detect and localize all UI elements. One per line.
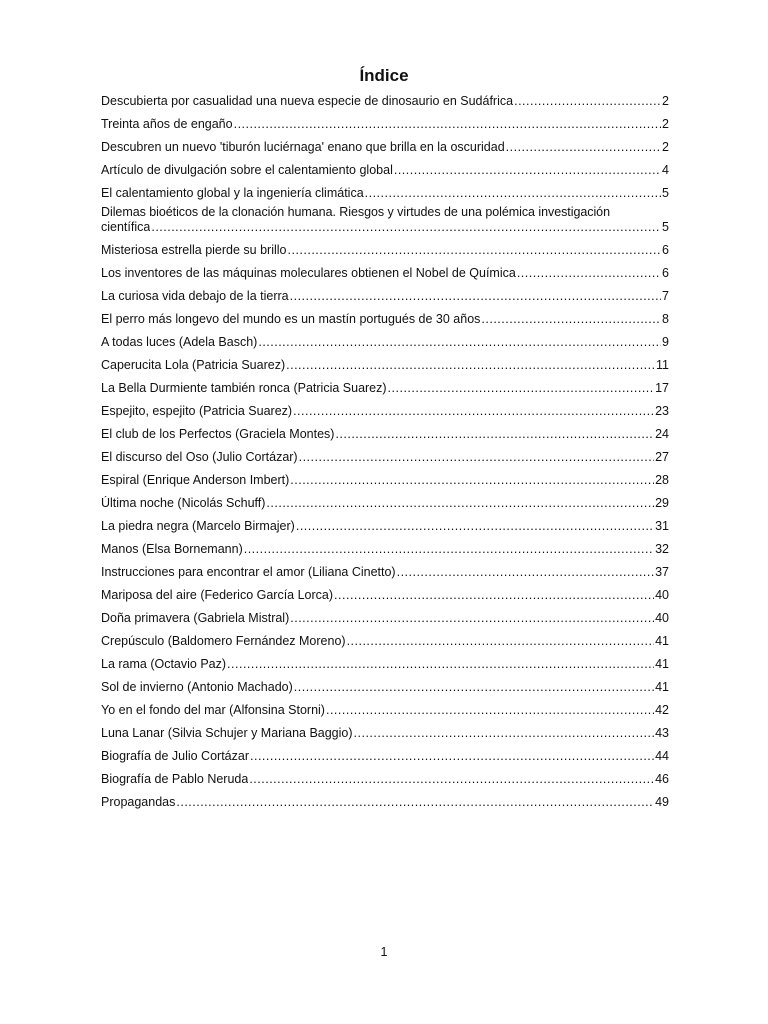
- toc-entry-title: Artículo de divulgación sobre el calentamiento global: [101, 163, 393, 177]
- toc-entry-page: 2: [662, 117, 669, 131]
- toc-entry-page: 27: [655, 450, 669, 464]
- dot-leader: [296, 519, 654, 534]
- dot-leader: [514, 94, 661, 109]
- dot-leader: [234, 117, 661, 132]
- toc-entry-title: Mariposa del aire (Federico García Lorca): [101, 588, 334, 602]
- dot-leader: [290, 289, 661, 304]
- toc-entry-page: 40: [655, 588, 669, 602]
- toc-entry[interactable]: [101, 789, 669, 812]
- dot-leader: [266, 496, 654, 511]
- dot-leader: [517, 266, 661, 281]
- toc-entry-title: El club de los Perfectos (Graciela Montes): [101, 427, 335, 441]
- toc-entry[interactable]: [101, 421, 669, 444]
- toc-entry-title: Manos (Elsa Bornemann): [101, 542, 243, 556]
- toc-entry-page: 40: [655, 611, 669, 625]
- dot-leader: [347, 634, 655, 649]
- toc-entry[interactable]: [101, 490, 669, 513]
- toc-entry-title-continued: [101, 220, 669, 235]
- dot-leader: [249, 772, 654, 787]
- toc-entry-title: Crepúsculo (Baldomero Fernández Moreno): [101, 634, 346, 648]
- toc-entry[interactable]: [101, 157, 669, 180]
- dot-leader: [394, 163, 661, 178]
- dot-leader: [354, 726, 655, 741]
- toc-entry-title: El perro más longevo del mundo es un mastín portugués de 30 años: [101, 312, 481, 326]
- toc-entry[interactable]: [101, 88, 669, 111]
- toc-entry[interactable]: [101, 398, 669, 421]
- toc-entry-page: 41: [655, 657, 669, 671]
- toc-entry-title: Descubierta por casualidad una nueva especie de dinosaurio en Sudáfrica: [101, 94, 514, 108]
- toc-entry-title: Luna Lanar (Silvia Schujer y Mariana Baggio): [101, 726, 353, 740]
- toc-entry-page: 23: [655, 404, 669, 418]
- toc-entry[interactable]: [101, 203, 669, 237]
- toc-entry-page: 5: [662, 186, 669, 200]
- toc-entry-title: Doña primavera (Gabriela Mistral): [101, 611, 290, 625]
- toc-entry[interactable]: [101, 180, 669, 203]
- toc-entry-title: Dilemas bioéticos de la clonación humana. Riesgos y virtudes de una polémica investigación: [101, 205, 610, 219]
- toc-entry-page: 37: [655, 565, 669, 579]
- toc-entry[interactable]: [101, 720, 669, 743]
- toc-entry-title: La curiosa vida debajo de la tierra: [101, 289, 289, 303]
- toc-entry-page: 31: [655, 519, 669, 533]
- toc-entry-page: 41: [655, 634, 669, 648]
- toc-entry-page: 2: [662, 140, 669, 154]
- dot-leader: [250, 749, 654, 764]
- toc-entry-title: El calentamiento global y la ingeniería climática: [101, 186, 364, 200]
- toc-entry[interactable]: [101, 697, 669, 720]
- toc-entry[interactable]: [101, 260, 669, 283]
- toc-entry-title: Sol de invierno (Antonio Machado): [101, 680, 293, 694]
- dot-leader: [176, 795, 654, 810]
- toc-entry-page: 4: [662, 163, 669, 177]
- toc-entry[interactable]: [101, 283, 669, 306]
- dot-leader: [481, 312, 661, 327]
- toc-entry-title: Misteriosa estrella pierde su brillo: [101, 243, 287, 257]
- toc-entry-page: 28: [655, 473, 669, 487]
- toc-entry-page: 29: [655, 496, 669, 510]
- toc-entry[interactable]: [101, 513, 669, 536]
- toc-entry-title: Biografía de Pablo Neruda: [101, 772, 249, 786]
- toc-entry-title: La rama (Octavio Paz): [101, 657, 227, 671]
- dot-leader: [294, 680, 654, 695]
- toc-entry-page: 41: [655, 680, 669, 694]
- toc-entry[interactable]: [101, 329, 669, 352]
- toc-entry[interactable]: [101, 111, 669, 134]
- toc-entry-title: Propagandas: [101, 795, 176, 809]
- page-title: Índice: [359, 66, 409, 85]
- toc-entry-page: 7: [662, 289, 669, 303]
- toc-entry-page: 42: [655, 703, 669, 717]
- toc-entry-page: 43: [655, 726, 669, 740]
- toc-entry-page: 6: [662, 243, 669, 257]
- dot-leader: [334, 588, 654, 603]
- dot-leader: [288, 243, 662, 258]
- toc-entry-page: 17: [655, 381, 669, 395]
- dot-leader: [244, 542, 654, 557]
- toc-entry-page: 24: [655, 427, 669, 441]
- page-number: 1: [380, 945, 388, 959]
- toc-entry[interactable]: [101, 306, 669, 329]
- toc-entry[interactable]: [101, 651, 669, 674]
- toc-entry[interactable]: [101, 628, 669, 651]
- toc-entry-title: La piedra negra (Marcelo Birmajer): [101, 519, 295, 533]
- dot-leader: [258, 335, 661, 350]
- table-of-contents: [101, 88, 669, 812]
- toc-entry-title-tail: científica: [101, 220, 151, 234]
- toc-entry-title: El discurso del Oso (Julio Cortázar): [101, 450, 298, 464]
- dot-leader: [290, 473, 654, 488]
- toc-entry-page: 5: [662, 220, 669, 234]
- toc-entry[interactable]: [101, 743, 669, 766]
- dot-leader: [397, 565, 655, 580]
- toc-entry-page: 8: [662, 312, 669, 326]
- dot-leader: [326, 703, 654, 718]
- toc-entry-title: Espiral (Enrique Anderson Imbert): [101, 473, 290, 487]
- dot-leader: [290, 611, 654, 626]
- toc-entry-page: 11: [656, 358, 669, 372]
- dot-leader: [388, 381, 655, 396]
- toc-entry[interactable]: [101, 605, 669, 628]
- dot-leader: [299, 450, 654, 465]
- toc-entry-title: Espejito, espejito (Patricia Suarez): [101, 404, 293, 418]
- dot-leader: [151, 220, 661, 235]
- toc-entry[interactable]: [101, 375, 669, 398]
- dot-leader: [293, 404, 654, 419]
- dot-leader: [335, 427, 654, 442]
- toc-entry[interactable]: [101, 134, 669, 157]
- dot-leader: [506, 140, 661, 155]
- toc-entry-page: 46: [655, 772, 669, 786]
- toc-entry-page: 6: [662, 266, 669, 280]
- dot-leader: [286, 358, 655, 373]
- toc-entry-title: Última noche (Nicolás Schuff): [101, 496, 266, 510]
- toc-entry[interactable]: [101, 582, 669, 605]
- toc-entry[interactable]: [101, 352, 669, 375]
- toc-entry-title: Descubren un nuevo 'tiburón luciérnaga' enano que brilla en la oscuridad: [101, 140, 505, 154]
- dot-leader: [365, 186, 661, 201]
- toc-entry-title: Instrucciones para encontrar el amor (Liliana Cinetto): [101, 565, 396, 579]
- toc-entry[interactable]: [101, 766, 669, 789]
- toc-entry[interactable]: [101, 536, 669, 559]
- toc-entry-page: 32: [655, 542, 669, 556]
- toc-entry-page: 49: [655, 795, 669, 809]
- toc-entry-title: La Bella Durmiente también ronca (Patricia Suarez): [101, 381, 387, 395]
- toc-entry[interactable]: [101, 559, 669, 582]
- toc-entry-title: Biografía de Julio Cortázar: [101, 749, 249, 763]
- toc-entry-title: Treinta años de engaño: [101, 117, 233, 131]
- toc-entry-page: 2: [662, 94, 669, 108]
- toc-entry[interactable]: [101, 467, 669, 490]
- toc-entry-title: Los inventores de las máquinas moleculares obtienen el Nobel de Química: [101, 266, 516, 280]
- toc-entry-title: Yo en el fondo del mar (Alfonsina Storni): [101, 703, 325, 717]
- toc-entry[interactable]: [101, 237, 669, 260]
- dot-leader: [227, 657, 654, 672]
- toc-entry[interactable]: [101, 674, 669, 697]
- toc-entry-title: A todas luces (Adela Basch): [101, 335, 258, 349]
- toc-entry-title: Caperucita Lola (Patricia Suarez): [101, 358, 286, 372]
- toc-entry-page: 44: [655, 749, 669, 763]
- toc-entry-page: 9: [662, 335, 669, 349]
- toc-entry[interactable]: [101, 444, 669, 467]
